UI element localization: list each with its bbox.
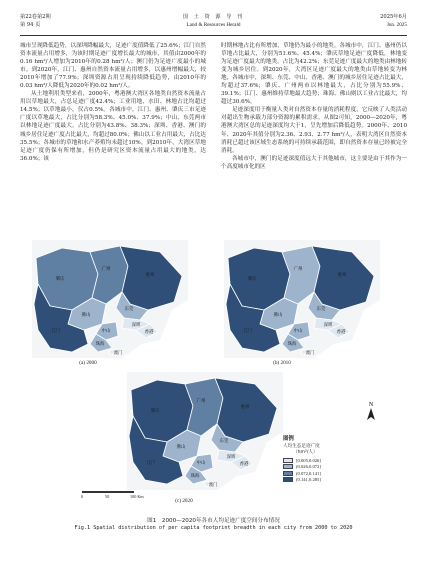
paragraph: 足迹深度用于衡量人类对自然资本存量的消耗程度，它反映了人类活动对超出生物承载力部分资源的累积需求。从图2可知，2000—2020年，粤港澳大湾区总的足迹深度均大于1，呈先增加后降低趋势。2000年、2010年、2020年其值分别为2.36、2.93、2.77 hm²/人，表明大湾区自然资本消耗已超过该区域生态系统的可持续承载范围，即自然资本存量已经被完全消耗。 <box>221 107 407 154</box>
left-text-column <box>20 42 206 234</box>
legend-item <box>283 458 363 463</box>
city-label: 佛山 <box>81 313 91 318</box>
right-text-column <box>221 42 407 234</box>
city-label: 深圳 <box>226 455 236 460</box>
city-label: 江门 <box>146 461 156 466</box>
legend-swatch <box>283 471 293 476</box>
volume-issue: 第22卷第2期 <box>20 14 51 20</box>
city-label: 惠州 <box>337 273 347 278</box>
city-label: 珠海 <box>95 342 105 347</box>
legend-range: (0.026,0.072] <box>296 464 321 470</box>
city-label: 珠海 <box>190 474 200 479</box>
paragraph: 各城市中，澳门的足迹深度值远大于其他城市，这主要是由于其作为一个高度城市化的区 <box>221 155 407 170</box>
city-label: 深圳 <box>323 323 333 328</box>
paragraph: 城市呈现降低趋势，以深圳降幅最大，足迹广度值降低了25.6%；江门自然资本流量占用增多，为该时期足迹广度增长最大的城市，其值由2000年的0.16 hm²/人增加为2010年的0.28 hm²/人；澳门仍为足迹广度最小的城市。到2020年，江门、惠州自然资本流量占用增多，以惠州增幅最大，较2010年增加了77.9%；深圳资源占用呈现持续降低趋势，由2010年的0.03 hm²/人降低为2020年的0.02 hm²/人。 <box>20 43 206 90</box>
map-legend <box>283 434 363 482</box>
issue-date-cn: 2025年6月 <box>380 14 407 20</box>
city-label: 中山 <box>101 329 111 334</box>
north-label: N <box>368 402 374 408</box>
scale-tick: 100 Km <box>130 494 144 499</box>
city-label: 肇庆 <box>150 409 160 414</box>
north-arrow-shape <box>367 408 375 420</box>
paragraph: 时期林地占比有所增加，草地仍为最小的地类。各城市中，江门、惠州仍以草地占比最大，分别为51.6%、45.4%；肇庆草地足迹广度降低，林地变为足迹广度最大的地类，占比为42.2%；东莞足迹广度最大的地类由林地转变为城乡居住。到2020年，大湾区足迹广度最大的地类由草地转变为林地，各城市中，深圳、东莞、中山、香港、澳门的城乡居住足迹占比最大，均超过37.6%；肇庆、广州两市以林地最大，占比分别为55.9%、39.1%；江门、惠州维持草地最大趋势；珠海、佛山则以工业占比最大，均超过30.6%。 <box>221 43 407 106</box>
legend-title: 图例 <box>283 436 294 442</box>
city-label: 澳门 <box>208 483 218 488</box>
scale-tick: 50 <box>105 494 110 499</box>
city-label: 东莞 <box>316 307 326 312</box>
scale-tick: 0 <box>81 494 84 499</box>
map-label-c: (c) 2020 <box>175 498 193 504</box>
legend-item <box>283 477 363 482</box>
city-label: 广州 <box>101 267 111 272</box>
city-label: 珠海 <box>287 342 297 347</box>
figure-maps <box>20 240 407 512</box>
city-label: 香港 <box>144 330 154 335</box>
city-label: 惠州 <box>240 405 250 410</box>
city-label: 澳门 <box>305 351 315 356</box>
choropleth-map <box>30 240 190 358</box>
paragraph: 从土地利用类型来看，2000年，粤港澳大湾区各地类自然资本流量占用以草地最大，占总足迹广度42.4%；工业用地、水田、林地占比均超过14.5%；以草地最小，仅占0.5%。各城市中，江门、惠州、肇庆三市足迹广度以草地最大，占比分别为58.3%、45.0%、37.9%；中山、东莞两市以林地足迹广度最大，占比分别为43.8%、38.3%；深圳、香港、澳门的城乡居住足迹广度占比最大，均超过80.0%；佛山以工业占用最大，占比达35.5%；各城市的草地和水产养殖均未超过10%。到2010年，大湾区草地足迹广度仍保有所增加，但仍是研究区资本流量占用最大的地类，达36.0%；该 <box>20 91 206 162</box>
city-label: 佛山 <box>273 313 283 318</box>
legend-swatch <box>283 477 293 482</box>
north-arrow-icon <box>364 400 378 422</box>
choropleth-map <box>125 372 285 490</box>
scale-bar <box>82 488 152 502</box>
running-header <box>20 14 407 36</box>
city-label: 肇庆 <box>55 277 65 282</box>
map-label-b: (b) 2010 <box>273 360 291 366</box>
legend-unit: （hm²/人） <box>293 450 318 455</box>
legend-subtitle: 人均生态足迹广度 <box>283 444 320 449</box>
city-label: 广州 <box>293 267 303 272</box>
map-label-a: (a) 2000 <box>79 360 97 366</box>
city-label: 东莞 <box>124 307 134 312</box>
legend-range: (0.072,0.141] <box>296 470 321 476</box>
journal-title-cn: 国 土 资 源 导 刊 <box>182 14 245 20</box>
city-label: 深圳 <box>131 323 141 328</box>
city-label: 澳门 <box>113 351 123 356</box>
journal-title-en: Land & Resources Herald <box>186 22 241 28</box>
legend-range: [0.005,0.026] <box>296 457 321 463</box>
legend-range: (0.141,0.285] <box>296 477 321 483</box>
choropleth-map <box>222 240 382 358</box>
page-number: 第 94 页 <box>20 22 41 28</box>
map-panel-a <box>30 240 190 358</box>
city-label: 江门 <box>243 329 253 334</box>
city-label: 香港 <box>239 462 249 467</box>
city-label: 东莞 <box>219 439 229 444</box>
north-arrow <box>364 400 378 426</box>
legend-swatch <box>283 464 293 469</box>
city-label: 中山 <box>293 329 303 334</box>
scale-bar-graphic <box>82 491 134 493</box>
city-label: 中山 <box>196 461 206 466</box>
city-label: 江门 <box>51 329 61 334</box>
legend-swatch <box>283 458 293 463</box>
city-label: 惠州 <box>145 273 155 278</box>
figure-caption-en: Fig.1 Spatial distribution of per capita footprint breadth in each city from 2000 to 2020 <box>74 525 353 531</box>
map-panel-c <box>125 372 285 490</box>
city-label: 香港 <box>336 330 346 335</box>
legend-item <box>283 471 363 476</box>
city-label: 肇庆 <box>247 277 257 282</box>
city-label: 佛山 <box>176 445 186 450</box>
issue-date-en: Jun. 2025 <box>386 22 407 28</box>
city-label: 广州 <box>196 399 206 404</box>
figure-caption-cn: 图1 2000—2020年各市人均足迹广度空间分布情况 <box>147 518 280 524</box>
legend-item <box>283 464 363 469</box>
map-panel-b <box>222 240 382 358</box>
